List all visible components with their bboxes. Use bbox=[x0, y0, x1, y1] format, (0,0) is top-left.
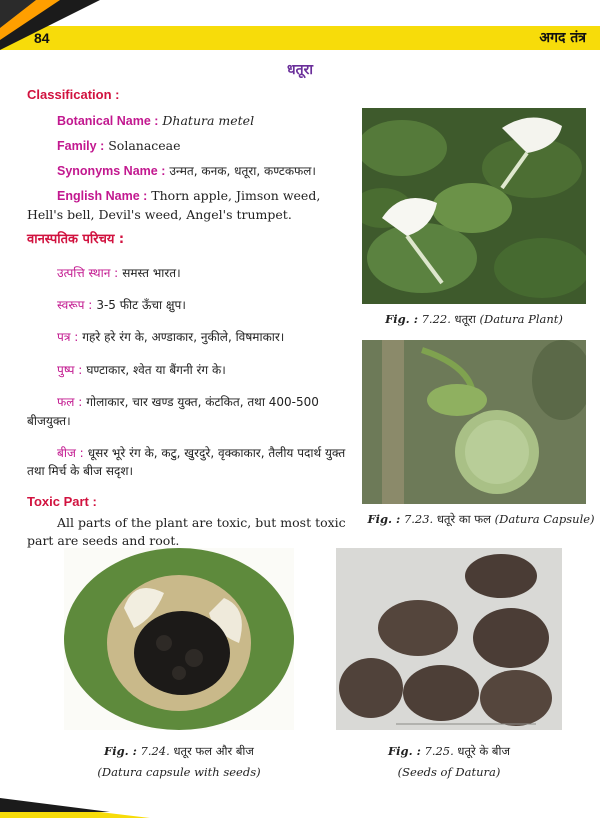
fig-label: Fig. : bbox=[367, 512, 401, 526]
toxic-part-text: All parts of the plant are toxic, but most toxic part are seeds and root. bbox=[27, 514, 346, 548]
leaf-label: पत्र : bbox=[57, 330, 79, 345]
fig-hindi-caption: धतूर फल और बीज bbox=[173, 744, 254, 758]
page-header bbox=[0, 0, 600, 58]
origin-row bbox=[27, 264, 349, 282]
capsule-with-seeds-illustration bbox=[64, 548, 294, 730]
origin-label: उत्पत्ति स्थान : bbox=[57, 265, 119, 280]
fig-label: Fig. : bbox=[388, 744, 421, 758]
seed-row bbox=[27, 444, 349, 481]
figure-7-25-caption bbox=[336, 744, 562, 779]
fig-number: 7.23. bbox=[403, 512, 434, 526]
fig-number: 7.22. bbox=[421, 312, 451, 326]
footer-black-stripe bbox=[0, 798, 110, 812]
fig-number: 7.24. bbox=[140, 744, 170, 758]
synonyms-label: Synonyms Name : bbox=[57, 164, 166, 179]
datura-capsule-photo bbox=[362, 340, 586, 504]
fig-english-caption: (Seeds of Datura) bbox=[397, 765, 501, 779]
botanical-name-value: Dhatura metel bbox=[162, 112, 255, 128]
datura-plant-illustration bbox=[362, 108, 586, 304]
datura-seeds-illustration bbox=[336, 548, 562, 730]
family-row bbox=[27, 137, 349, 155]
classification-heading: Classification : bbox=[27, 87, 120, 102]
form-label: स्वरूप : bbox=[57, 297, 93, 312]
chapter-title: अगद तंत्र bbox=[539, 30, 586, 46]
figure-7-24-caption bbox=[54, 744, 304, 779]
fruit-label: फल : bbox=[57, 395, 83, 410]
fig-label: Fig. : bbox=[385, 312, 418, 326]
synonyms-row bbox=[27, 162, 349, 180]
fruit-value: गोलाकार, चार खण्ड युक्त, कंटकित, तथा 400-500 बीजयुक्त। bbox=[27, 395, 319, 428]
flower-value: घण्टाकार, श्वेत या बैंगनी रंग के। bbox=[86, 362, 226, 377]
fig-hindi-caption: धतूरे के बीज bbox=[457, 744, 510, 758]
form-row bbox=[27, 296, 349, 314]
leaf-row bbox=[27, 328, 349, 346]
toxic-part-heading: Toxic Part : bbox=[27, 493, 97, 509]
page-footer-decoration bbox=[0, 794, 600, 818]
header-corner-accent-inner bbox=[0, 0, 36, 28]
datura-plant-photo bbox=[362, 108, 586, 304]
text-column bbox=[27, 86, 349, 550]
leaf-value: गहरे हरे रंग के, अण्डाकार, नुकीले, विषमाकार। bbox=[82, 330, 285, 345]
page-number: 84 bbox=[34, 30, 50, 46]
fig-english-caption: (Datura Capsule) bbox=[494, 512, 595, 526]
datura-capsule-illustration bbox=[362, 340, 586, 504]
botanical-intro-heading: वानस्पतिक परिचय : bbox=[27, 231, 125, 247]
fig-number: 7.25. bbox=[424, 744, 454, 758]
fig-english-caption: (Datura Plant) bbox=[479, 312, 563, 326]
seed-value: धूसर भूरे रंग के, कटु, खुरदुरे, वृक्काकार, तैलीय पदार्थ युक्त तथा मिर्च के बीज सदृश। bbox=[27, 445, 346, 479]
flower-row bbox=[27, 361, 349, 379]
botanical-name-label: Botanical Name : bbox=[57, 113, 159, 128]
english-name-value: Thorn apple, Jimson weed, Hell's bell, Devil's weed, Angel's trumpet. bbox=[27, 188, 321, 222]
botanical-name-row bbox=[27, 112, 349, 130]
figure-7-23-caption bbox=[362, 512, 600, 527]
capsule-with-seeds-photo bbox=[64, 548, 294, 730]
family-value: Solanaceae bbox=[108, 137, 181, 153]
fig-english-caption: (Datura capsule with seeds) bbox=[97, 765, 261, 779]
english-name-row bbox=[27, 187, 349, 223]
figure-7-22-caption bbox=[362, 312, 586, 327]
datura-seeds-photo bbox=[336, 548, 562, 730]
fig-label: Fig. : bbox=[104, 744, 137, 758]
family-label: Family : bbox=[57, 138, 105, 153]
fig-hindi-caption: धतूरा bbox=[454, 312, 476, 326]
origin-value: समस्त भारत। bbox=[122, 265, 181, 280]
fruit-row bbox=[27, 393, 349, 430]
page-heading: धतूरा bbox=[287, 62, 313, 78]
flower-label: पुष्प : bbox=[57, 362, 83, 377]
synonyms-value: उन्मत, कनक, धतूरा, कण्टकफल। bbox=[169, 164, 316, 179]
english-name-label: English Name : bbox=[57, 189, 148, 204]
seed-label: बीज : bbox=[57, 445, 84, 460]
fig-hindi-caption: धतूरे का फल bbox=[436, 512, 491, 526]
form-value: 3-5 फीट ऊँचा क्षुप। bbox=[96, 297, 186, 312]
